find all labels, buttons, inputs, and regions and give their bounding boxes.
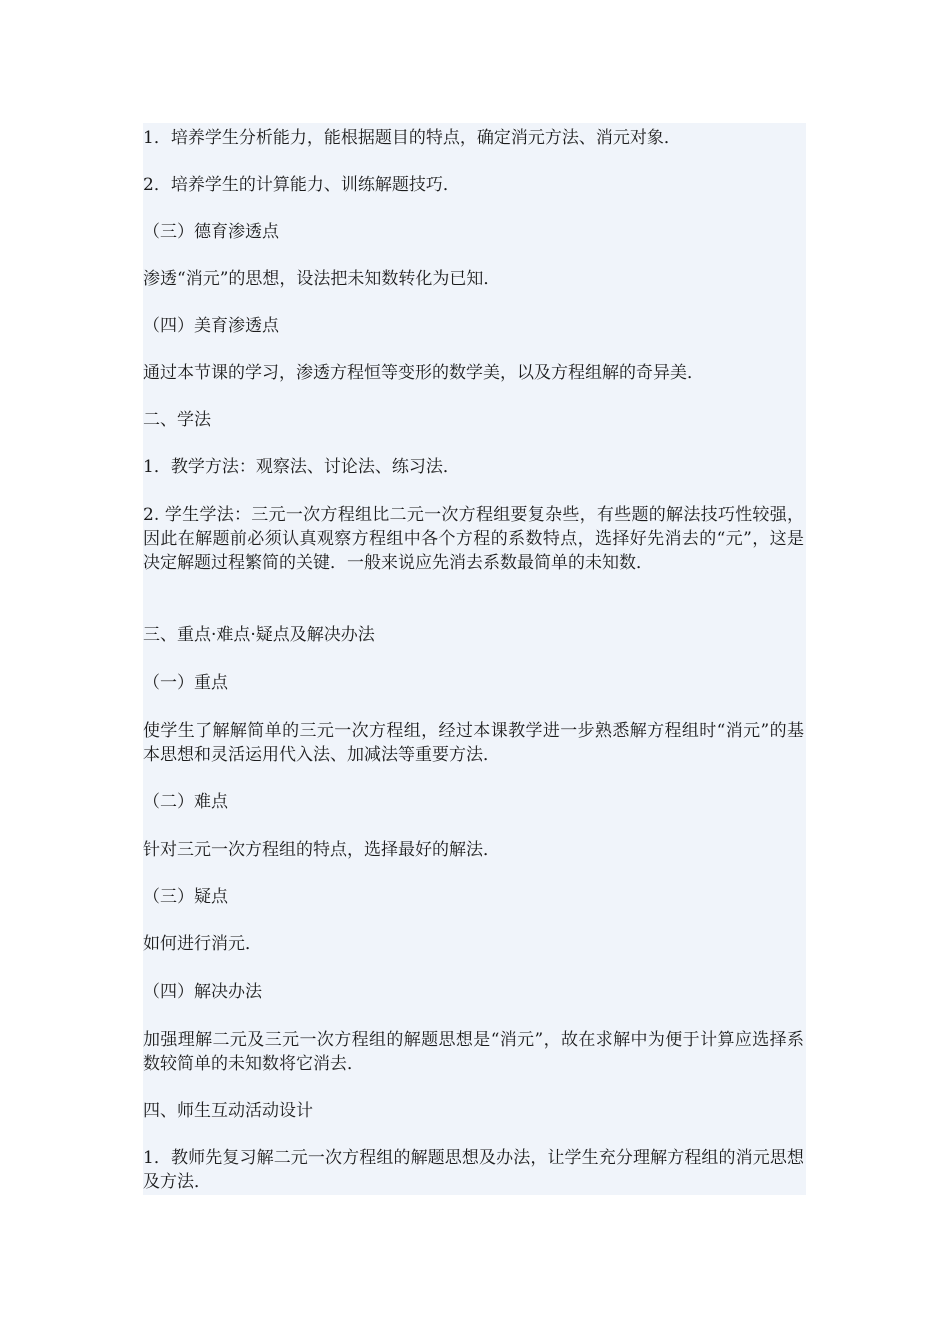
paragraph-1: 1．培养学生分析能力，能根据题目的特点，确定消元方法、消元对象． [143,128,681,148]
paragraph-student-method: 2. 学生学法：三元一次方程组比二元一次方程组要复杂些，有些题的解法技巧性较强，因此在解题前必须认真观察方程组中各个方程的系数特点，选择好先消去的“元”，这是决定解题过程繁简的关键．一般来说应先消去系数最简单的未知数． [143,505,804,573]
paragraph-moral: 渗透“消元”的思想，设法把未知数转化为已知． [143,269,501,289]
paragraph-2: 2．培养学生的计算能力、训练解题技巧． [143,175,460,195]
document-body [143,123,806,1195]
paragraph-doubt: 如何进行消元． [143,934,262,954]
subheading-solution: （四）解决办法 [143,982,262,1002]
paragraph-difficulty: 针对三元一次方程组的特点，选择最好的解法． [143,840,500,860]
section-heading-interaction: 四、师生互动活动设计 [143,1101,313,1121]
section-heading-study-method: 二、学法 [143,410,211,430]
subheading-doubt: （三）疑点 [143,887,228,907]
subheading-difficulty: （二）难点 [143,792,228,812]
paragraph-solution: 加强理解二元及三元一次方程组的解题思想是“消元”，故在求解中为便于计算应选择系数较简单的未知数将它消去． [143,1030,804,1074]
section-heading-key-points: 三、重点·难点·疑点及解决办法 [143,625,375,645]
section-heading-moral: （三）德育渗透点 [143,222,279,242]
paragraph-teaching-method: 1．教学方法：观察法、讨论法、练习法． [143,457,460,477]
paragraph-aesthetic: 通过本节课的学习，渗透方程恒等变形的数学美，以及方程组解的奇异美． [143,363,704,383]
paragraph-focus: 使学生了解解简单的三元一次方程组，经过本课教学进一步熟悉解方程组时“消元”的基本思想和灵活运用代入法、加减法等重要方法． [143,721,804,765]
section-heading-aesthetic: （四）美育渗透点 [143,316,279,336]
subheading-focus: （一）重点 [143,673,228,693]
paragraph-interaction: 1．教师先复习解二元一次方程组的解题思想及办法，让学生充分理解方程组的消元思想及方法． [143,1148,804,1192]
